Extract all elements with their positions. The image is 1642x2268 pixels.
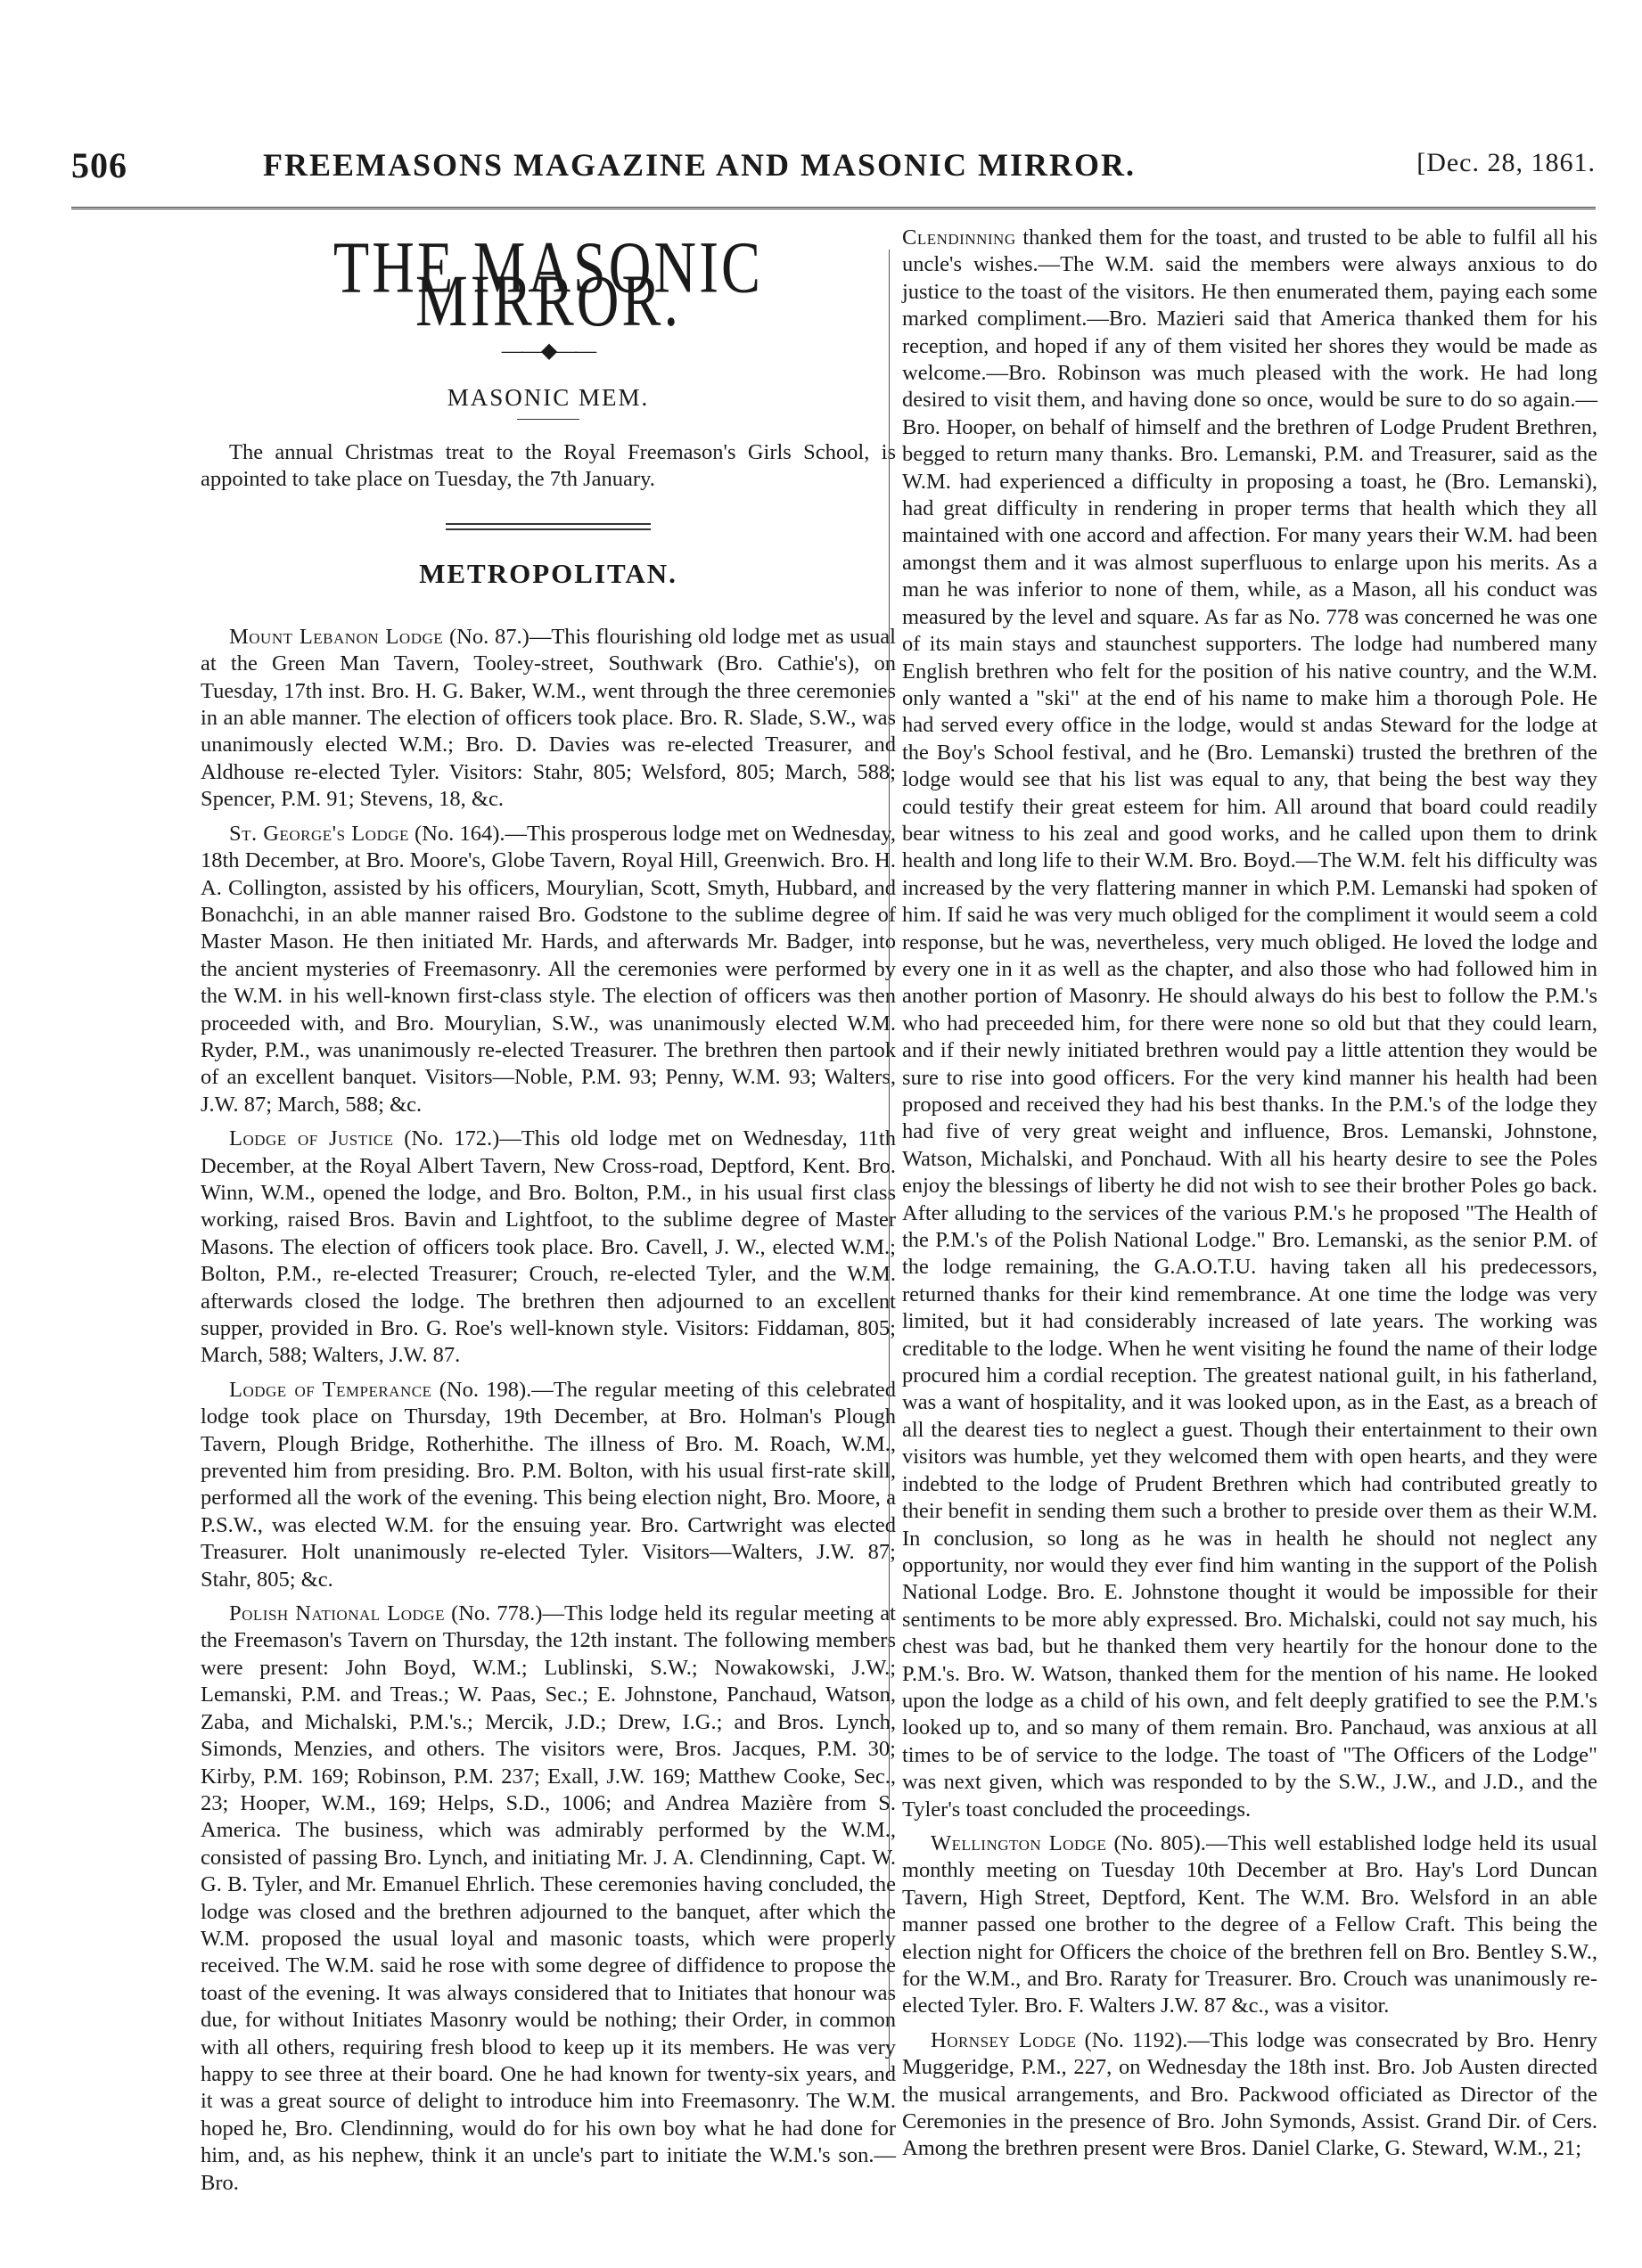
report-hornsey — [902, 2027, 1597, 2163]
report-mount-lebanon — [201, 624, 896, 814]
report-justice — [201, 1126, 896, 1370]
report-text: (No. 198).—The regular meeting of this celebrated lodge took place on Thursday, 19th December, at Bro. Holman's Plough Tavern, Plough Bridge, Rotherhithe. The illness of Bro. M. Roach, W.M., prevented him from presiding. Bro. P.M. Bolton, with his usual first-rate skill, performed all the work of the evening. This being election night, Bro. Moore, a P.S.W., was elected W.M. for the ensuing year. Bro. Cartwright was elected Treasurer. Holt unanimously re-elected Tyler. Visitors—Walters, J.W. 87; Stahr, 805; &c. — [201, 1377, 897, 1592]
lodge-name: Hornsey Lodge — [931, 2027, 1077, 2052]
report-st-georges — [201, 821, 896, 1118]
report-temperance — [201, 1377, 896, 1593]
running-title: FREEMASONS MAGAZINE AND MASONIC MIRROR. — [263, 147, 1137, 183]
lodge-name: St. George's Lodge — [229, 821, 409, 846]
header-rule — [71, 207, 1596, 209]
left-column — [201, 225, 896, 2204]
column-divider — [889, 250, 890, 2076]
report-wellington — [902, 1830, 1597, 2020]
report-text: (No. 87.)—This flourishing old lodge met as usual at the Green Man Tavern, Tooley-street, Southwark (Bro. Cathie's), on Tuesday, 17th inst. Bro. H. G. Baker, W.M., went through the three ceremonies in an able manner. The election of officers took place. Bro. R. Slade, S.W., was unanimously elected W.M.; Bro. D. Davies was re-elected Treasurer, and Aldhouse re-elected Tyler. Visitors: Stahr, 805; Welsford, 805; March, 588; Spencer, P.M. 91; Stevens, 18, &c. — [201, 624, 896, 812]
running-header — [71, 144, 1596, 198]
person-name: Clendinning — [902, 225, 1016, 250]
report-text: (No. 164).—This prosperous lodge met on Wednesday, 18th December, at Bro. Moore's, Globe Tavern, Royal Hill, Greenwich. Bro. H. A. Collington, assisted by his officers, Mourylian, Scott, Smyth, Hubbard, and Bonachchi, in an able manner raised Bro. Godstone to the sublime degree of Master Mason. He then initiated Mr. Hards, and afterwards Mr. Badger, into the ancient mysteries of Freemasonry. All the ceremonies were performed by the W.M. in his well-known first-class style. The election of officers was then proceeded with, and Bro. Mourylian, S.W., was unanimously elected W.M. Ryder, P.M., was unanimously re-elected Treasurer. The brethren then partook of an excellent banquet. Visitors—Noble, P.M. 93; Penny, W.M. 93; Walters, J.W. 87; March, 588; &c. — [201, 821, 896, 1117]
report-text: (No. 1192).—This lodge was consecrated by Bro. Henry Muggeridge, P.M., 227, on Wednesday the 18th inst. Bro. Job Austen directed the musical arrangements, and Bro. Packwood officiated as Director of the Ceremonies in the presence of Bro. John Symonds, Assist. Grand Dir. of Cers. Among the brethren present were Bros. Daniel Clarke, G. Steward, W.M., 21; — [902, 2027, 1597, 2161]
report-polish-national — [201, 1601, 896, 2197]
report-text: thanked them for the toast, and trusted to be able to fulfil all his uncle's wishes.—The W.M. said the members were always anxious to do justice to the toast of the visitors. He then enumerated them, paying each some marked compliment.—Bro. Mazieri said that America thanked them for his reception, and hoped if any of them visited her shores they would be made as welcome.—Bro. Robinson was much pleased with the work. He had long desired to visit them, and having done so once, would be sure to do so again.—Bro. Hooper, on behalf of himself and the brethren of Lodge Prudent Brethren, begged to return many thanks. Bro. Lemanski, P.M. and Treasurer, said as the W.M. had experienced a difficulty in proposing a toast, he (Bro. Lemanski), had great difficulty in rendering in proper terms that health which they all maintained with one accord and affection. For many years their W.M. had been amongst them and it was almost superfluous to enlarge upon his merits. As a man he was inferior to none of them, while, as a Mason, all his conduct was measured by the level and square. As far as No. 778 was concerned he was one of its main stays and staunchest supporters. The lodge had numbered many English brethren who felt for the position of his native country, and the W.M. only wanted a "ski" at the end of his name to make him a thorough Pole. He had served every office in the lodge, would st andas Steward for the lodge at the Boy's School festival, and he (Bro. Lemanski) trusted the brethren of the lodge would see that his list was equal to any, that being the best way they could testify their great esteem for him. All around that board could readily bear witness to his zeal and good works, and he called upon them to drink health and long life to their W.M. Bro. Boyd.—The W.M. felt his difficulty was increased by the very flattering manner in which P.M. Lemanski had spoken of him. If said he was very much obliged for the compliment it would seem a cold response, but he was, nevertheless, very much obliged. He loved the lodge and every one in it as well as the chapter, and also those who had followed him in another portion of Masonry. He should always do his best to follow the P.M.'s who had preceeded him, for there were none so old but that they could learn, and if their newly initiated brethren would pay a little attention they would be sure to rise into good officers. For the very kind manner his health had been proposed and received they had his best thanks. In the P.M.'s of the lodge they had five of very great weight and influence, Bros. Lemanski, Johnstone, Watson, Michalski, and Ponchaud. With all his hearty desire to see the Poles enjoy the blessings of liberty he did not wish to see their brother Poles go back. After alluding to the services of the various P.M.'s he proposed "The Health of the P.M.'s of the Polish National Lodge." Bro. Lemanski, as the senior P.M. of the lodge remaining, the G.A.O.T.U. having taken all his predecessors, returned thanks for their kind remembrance. At one time the lodge was very limited, but it had considerably increased of late years. The working was creditable to the lodge. When he went visiting he found the name of their lodge procured him a cordial reception. The greatest national guilt, in his fatherland, was a want of hospitality, and it was looked upon, as in the East, as a breach of all the dearest ties to neglect a guest. Though their entertainment to their own visitors was humble, yet they welcomed them with open hearts, and they were indebted to the lodge of Prudent Brethren which had contributed greatly to their benefit in sending them such a brother to preside over them as their W.M. In conclusion, so long as he was in health he should not neglect any opportunity, nor would they ever find him wanting in the support of the Polish National Lodge. Bro. E. Johnstone thought it would be impossible for their sentiments to be more ably expressed. Bro. Michalski, could not say much, his chest was bad, but he thanked them very heartily for the honour done to the P.M.'s. Bro. W. Watson, thanked them for the mention of his name. He looked upon the lodge as a child of his own, and felt deeply gratified to see the P.M.'s looked up to, and so many of them remain. Bro. Panchaud, was anxious at all times to be of service to the lodge. The toast of "The Officers of the Lodge" was next given, which was responded to by the S.W., J.W., and J.D., and the Tyler's toast concluded the proceedings. — [902, 225, 1597, 1822]
right-column — [902, 225, 1597, 2170]
short-rule — [517, 419, 579, 420]
report-polish-continued — [902, 225, 1597, 1823]
section-title: THE MASONIC MIRROR. — [333, 226, 764, 343]
ornament-divider: ——◆—— — [501, 339, 595, 363]
lodge-name: Polish National Lodge — [229, 1601, 445, 1626]
report-text: (No. 778.)—This lodge held its regular meeting at the Freemason's Tavern on Thursday, the 12th instant. The following members were present: John Boyd, W.M.; Lublinski, S.W.; Nowakowski, J.W.; Lemanski, P.M. and Treas.; W. Paas, Sec.; E. Johnstone, Panchaud, Watson, Zaba, and Michalski, P.M.'s.; Mercik, J.D.; Drew, I.G.; and Bros. Lynch, Simonds, Menzies, and others. The visitors were, Bros. Jacques, P.M. 30; Kirby, P.M. 169; Robinson, P.M. 237; Exall, J.W. 169; Matthew Cooke, Sec., 23; Hooper, W.M., 169; Helps, S.D., 1006; and Andrea Mazière from S. America. The business, which was admirably performed by the W.M., consisted of passing Bro. Lynch, and initiating Mr. J. A. Clendinning, Capt. W. G. B. Tyler, and Mr. Emanuel Ehrlich. These ceremonies having concluded, the lodge was closed and the brethren adjourned to the banquet, after which the W.M. proposed the usual loyal and masonic toasts, which were properly received. The W.M. said he rose with some degree of diffidence to propose the toast of the evening. It was always considered that to Initiates that honour was due, for without Initiates Masonry would be nothing; their Order, in common with all others, requiring fresh blood to keep up it its members. He was very happy to see three at their board. One he had known for twenty-six years, and it was a great source of delight to introduce him into Freemasonry. The W.M. hoped he, Bro. Clendinning, would do for his own boy what he had done for him, and, as his nephew, think it an uncle's part to initiate the W.M.'s son.—Bro. — [201, 1601, 896, 2195]
lodge-name: Lodge of Temperance — [229, 1377, 432, 1402]
page-number: 506 — [71, 145, 127, 185]
metropolitan-heading: METROPOLITAN. — [419, 558, 677, 590]
report-text: (No. 805).—This well established lodge held its usual monthly meeting on Tuesday 10th December at Bro. Hay's Lord Duncan Tavern, High Street, Deptford, Kent. The W.M. Bro. Welsford in an able manner passed one brother to the degree of a Fellow Craft. This being the election night for Officers the choice of the brethren fell on Bro. Bentley S.W., for the W.M., and Bro. Raraty for Treasurer. Bro. Crouch was unanimously re-elected Tyler. Bro. F. Walters J.W. 87 &c., was a visitor. — [902, 1830, 1597, 2018]
masonic-mem-text: The annual Christmas treat to the Royal Freemason's Girls School, is appointed to take place on Tuesday, the 7th January. — [201, 439, 896, 492]
double-rule — [446, 523, 651, 530]
lodge-name: Wellington Lodge — [931, 1830, 1107, 1855]
issue-date: [Dec. 28, 1861. — [1416, 148, 1596, 177]
masonic-mem-heading: MASONIC MEM. — [447, 384, 650, 412]
lodge-name: Mount Lebanon Lodge — [229, 624, 444, 649]
lodge-name: Lodge of Justice — [229, 1126, 394, 1151]
report-text: (No. 172.)—This old lodge met on Wednesday, 11th December, at the Royal Albert Tavern, New Cross-road, Deptford, Kent. Bro. Winn, W.M., opened the lodge, and Bro. Bolton, P.M., in his usual first class working, raised Bros. Bavin and Lightfoot, to the sublime degree of Master Masons. The election of officers took place. Bro. Cavell, J. W., elected W.M.; Bolton, P.M., re-elected Treasurer; Crouch, re-elected Tyler, and the W.M. afterwards closed the lodge. The brethren then adjourned to an excellent supper, provided in Bro. G. Roe's well-known style. Visitors: Fiddaman, 805; March, 588; Walters, J.W. 87. — [201, 1126, 896, 1368]
